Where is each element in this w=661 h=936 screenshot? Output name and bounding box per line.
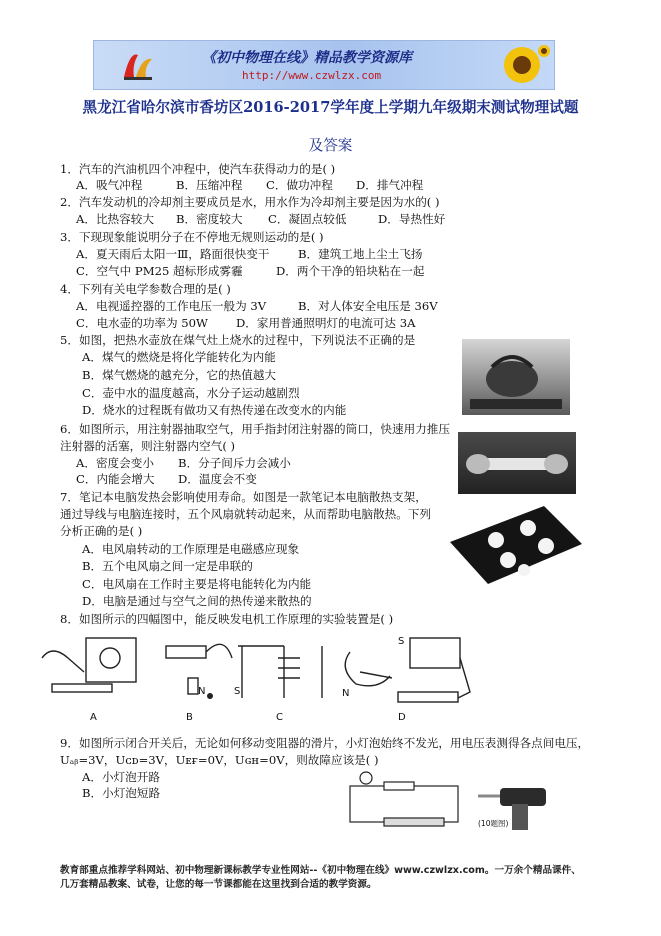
question-9-stem: 9．如图所示闭合开关后，无论如何移动变阻器的滑片，小灯泡始终不发光，用电压表测得各点间电压， (60, 736, 590, 750)
question-9-figure-caption: (10题图) (478, 819, 509, 828)
fig-8-mark-n-d: N (342, 688, 350, 699)
sunflower-icon (494, 43, 550, 87)
syringe-image (458, 432, 576, 494)
question-9-voltages: Uₐᵦ=3V，Uᴄᴅ=3V，Uᴇғ=0V，Uɢʜ=0V，则故障应该是( ) (60, 753, 379, 767)
banner-url[interactable]: http://www.czwlzx.com (242, 69, 382, 82)
banner-logo (120, 47, 156, 83)
question-5-stem: 5．如图，把热水壶放在煤气灶上烧水的过程中，下列说法不正确的是 (60, 333, 416, 347)
question-7-stem-line2: 通过导线与电脑连接时，五个风扇就转动起来，从而帮助电脑散热。下列 (60, 507, 432, 521)
question-5-option-d[interactable]: D．烧水的过程既有做功又有热传递在改变水的内能 (82, 403, 347, 417)
fig-8-label-c[interactable]: C (276, 712, 283, 723)
question-1-stem: 1．汽车的汽油机四个冲程中，使汽车获得动力的是( ) (60, 162, 336, 176)
question-4-option-b[interactable]: B．对人体安全电压是 36V (298, 299, 438, 313)
question-1-option-d[interactable]: D．排气冲程 (356, 178, 424, 192)
question-2-option-a[interactable]: A．比热容较大 (76, 212, 154, 226)
footer-line-2: 几万套精品教案、试卷，让您的每一节课都能在这里找到合适的教学资源。 (60, 879, 377, 890)
question-4-option-d[interactable]: D．家用普通照明灯的电流可达 3A (236, 316, 416, 330)
banner-site-name: 《初中物理在线》精品教学资源库 (202, 50, 412, 66)
drill-image (472, 778, 556, 834)
question-4-option-a[interactable]: A．电视遥控器的工作电压一般为 3V (76, 299, 267, 313)
question-5-option-b[interactable]: B．煤气燃烧的越充分，它的热值越大 (82, 368, 277, 382)
question-3-option-c[interactable]: C．空气中 PM25 超标形成雾霾 (76, 264, 243, 278)
site-banner (93, 40, 555, 90)
question-1-option-c[interactable]: C．做功冲程 (266, 178, 333, 192)
question-3-option-d[interactable]: D．两个干净的铅块粘在一起 (276, 264, 425, 278)
question-7-option-d[interactable]: D．电脑是通过与空气之间的热传递来散热的 (82, 594, 312, 608)
question-6-option-a[interactable]: A．密度会变小 (76, 456, 154, 470)
question-9-option-b[interactable]: B．小灯泡短路 (82, 786, 161, 800)
fig-8-mark-s: S (234, 686, 241, 697)
fig-8-mark-s-d: S (398, 636, 405, 647)
question-7-option-a[interactable]: A．电风扇转动的工作原理是电磁感应现象 (82, 542, 300, 556)
question-8-figures (38, 628, 478, 726)
fig-8-label-d[interactable]: D (398, 712, 406, 723)
fig-8-mark-n: N (198, 686, 206, 697)
question-6-stem-line2: 注射器的活塞，则注射器内空气( ) (60, 439, 236, 453)
fig-8-label-a[interactable]: A (90, 712, 97, 723)
fig-8-label-b[interactable]: B (186, 712, 193, 723)
question-6-option-d[interactable]: D．温度会不变 (178, 472, 257, 486)
question-9-circuit-diagram (344, 770, 464, 832)
question-2-option-b[interactable]: B．密度较大 (176, 212, 243, 226)
kettle-on-stove-image (462, 339, 570, 415)
question-6-option-c[interactable]: C．内能会增大 (76, 472, 155, 486)
question-2-option-d[interactable]: D．导热性好 (378, 212, 446, 226)
question-2-option-c[interactable]: C．凝固点较低 (268, 212, 347, 226)
question-3-stem: 3．下现现象能说明分子在不停地无规则运动的是( ) (60, 230, 324, 244)
question-5-option-a[interactable]: A．煤气的燃烧是将化学能转化为内能 (82, 350, 276, 364)
question-9-option-a[interactable]: A．小灯泡开路 (82, 770, 160, 784)
question-7-stem-line3: 分析正确的是( ) (60, 524, 143, 538)
question-8-stem: 8．如图所示的四幅图中，能反映发电机工作原理的实验装置是( ) (60, 612, 394, 626)
question-3-option-a[interactable]: A．夏天雨后太阳一Ⅲ，路面很快变干 (76, 247, 270, 261)
page-title-suffix: 及答案 (308, 137, 353, 154)
laptop-cooling-pad-image (448, 500, 584, 590)
question-6-stem-line1: 6．如图所示，用注射器抽取空气，用手指封闭注射器的筒口，快速用力推压 (60, 422, 450, 436)
question-7-option-c[interactable]: C．电风扇在工作时主要是将电能转化为内能 (82, 577, 312, 591)
question-3-option-b[interactable]: B．建筑工地上尘土飞扬 (298, 247, 423, 261)
question-7-stem-line1: 7．笔记本电脑发热会影响使用寿命。如图是一款笔记本电脑散热支架， (60, 490, 427, 504)
question-1-option-a[interactable]: A．吸气冲程 (76, 178, 143, 192)
question-5-option-c[interactable]: C．壶中水的温度越高，水分子运动越剧烈 (82, 386, 300, 400)
question-4-stem: 4．下列有关电学参数合理的是( ) (60, 282, 231, 296)
question-1-option-b[interactable]: B．压缩冲程 (176, 178, 243, 192)
footer-line-1: 教育部重点推荐学科网站、初中物理新课标教学专业性网站--《初中物理在线》www.czwlzx.com。一万余个精品课件、 (60, 865, 581, 876)
question-2-stem: 2．汽车发动机的冷却剂主要成员是水，用水作为冷却剂主要是因为水的( ) (60, 195, 440, 209)
question-4-option-c[interactable]: C．电水壶的功率为 50W (76, 316, 208, 330)
question-7-option-b[interactable]: B．五个电风扇之间一定是串联的 (82, 559, 253, 573)
page-title: 黑龙江省哈尔滨市香坊区2016-2017学年度上学期九年级期末测试物理试题 (82, 99, 579, 116)
question-6-option-b[interactable]: B．分子间斥力会减小 (178, 456, 291, 470)
